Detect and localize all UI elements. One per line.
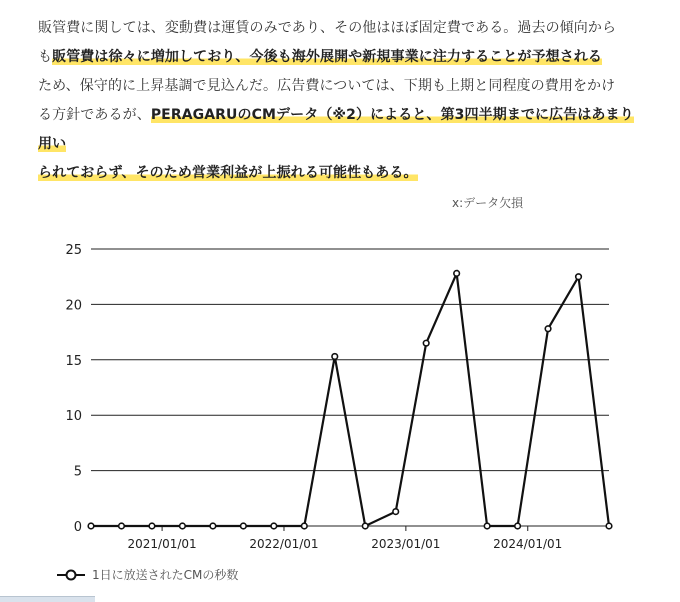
data-point <box>362 523 368 529</box>
y-tick-label: 0 <box>73 520 82 535</box>
horizontal-scrollbar[interactable] <box>0 596 95 602</box>
data-point <box>484 523 490 529</box>
data-point <box>454 271 460 277</box>
data-point <box>180 523 186 529</box>
data-point <box>332 354 338 360</box>
data-point <box>88 523 94 529</box>
highlighted-text: られておらず、そのため営業利益が上振れる可能性もある。 <box>38 165 418 181</box>
text-line: も <box>38 49 53 65</box>
text-line: る方針であるが、 <box>38 107 151 123</box>
series-line <box>91 273 609 526</box>
x-tick-label: 2024/01/01 <box>493 537 563 551</box>
data-point <box>606 523 612 529</box>
data-point <box>576 274 582 280</box>
highlighted-text: 販管費は徐々に増加しており、今後も海外展開や新規事業に注力することが予想される <box>52 49 603 65</box>
y-tick-label: 20 <box>65 298 82 314</box>
data-point <box>271 523 277 529</box>
text-line: 販管費に関しては、変動費は運賃のみであり、その他はほぼ固定費である。過去の傾向から <box>38 20 617 36</box>
data-point <box>393 509 399 515</box>
data-point <box>545 326 551 332</box>
data-point <box>515 523 521 529</box>
y-tick-label: 15 <box>65 353 82 369</box>
data-point <box>423 340 429 346</box>
data-point <box>301 523 307 529</box>
x-tick-label: 2021/01/01 <box>127 537 197 551</box>
data-point <box>241 523 247 529</box>
data-point <box>149 523 155 529</box>
text-line: ため、保守的に上昇基調で見込んだ。広告費については、下期も上期と同程度の費用をかけ <box>38 78 616 94</box>
legend-line-marker-icon <box>56 568 86 582</box>
y-tick-label: 25 <box>65 243 82 258</box>
data-point <box>210 523 216 529</box>
x-tick-label: 2023/01/01 <box>371 537 441 551</box>
highlighted-text: PERAGARUのCMデータ（※2）によると、第3四半期までに広告はあまり用い <box>38 107 634 152</box>
legend-label: 1日に放送されたCMの秒数 <box>92 568 239 582</box>
x-tick-label: 2022/01/01 <box>249 537 319 551</box>
data-point <box>119 523 125 529</box>
chart-legend <box>56 566 238 583</box>
y-tick-label: 10 <box>65 409 82 425</box>
chart-note: x:データ欠損 <box>452 196 524 210</box>
y-tick-label: 5 <box>73 464 82 480</box>
